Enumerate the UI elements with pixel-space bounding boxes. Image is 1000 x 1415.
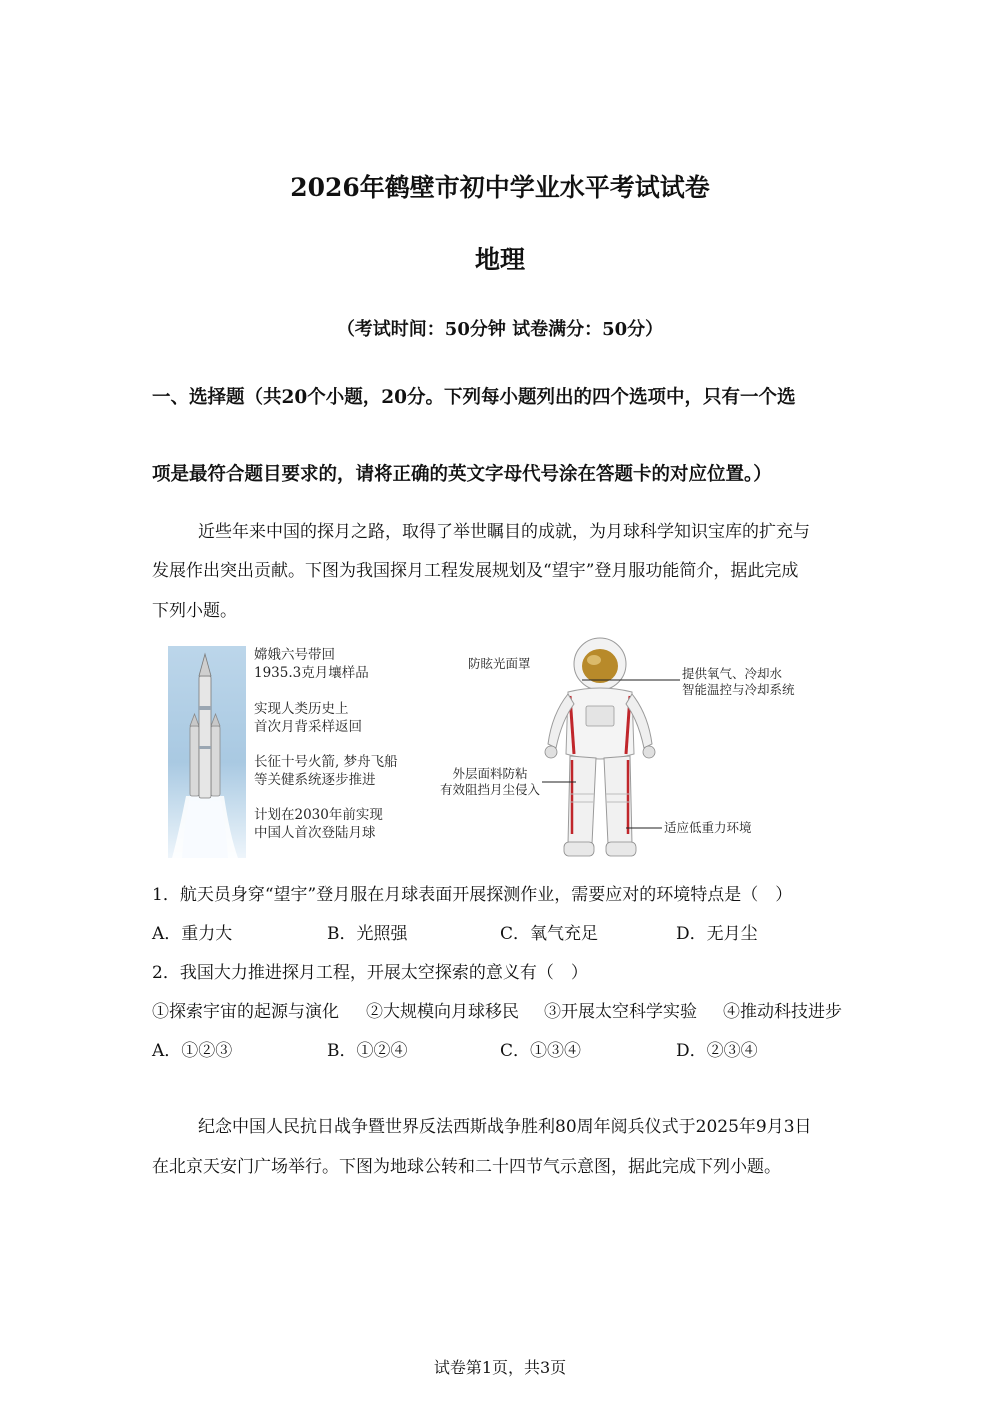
page-footer: 试卷第1页，共3页 [433,1358,567,1377]
rocket-text-3a: 长征十号火箭, 梦舟飞船 [254,754,398,770]
section-heading-line2: 项是最符合题目要求的，请将正确的英文字母代号涂在答题卡的对应位置。） [152,464,772,485]
question-1-stem: 1．航天员身穿“望宇”登月服在月球表面开展探测作业，需要应对的环境特点是（ ） [152,885,793,905]
passage1-line2: 发展作出突出贡献。下图为我国探月工程发展规划及“望宇”登月服功能简介，据此完成 [152,561,799,581]
passage2-line1: 纪念中国人民抗日战争暨世界反法西斯战争胜利80周年阅兵仪式于2025年9月3日 [198,1117,812,1137]
spacesuit-figure [430,634,810,860]
rocket-icon [168,646,246,858]
question-1-option-a[interactable]: A．重力大 [152,924,233,944]
label-oxygen-line2: 智能温控与冷却系统 [682,682,795,697]
question-2-statement-3: ③开展太空科学实验 [544,1002,697,1022]
question-2-statement-2: ②大规模向月球移民 [366,1002,519,1022]
section-heading-line1: 一、选择题（共20个小题，20分。下列每小题列出的四个选项中，只有一个选 [152,387,796,408]
question-2-option-c[interactable]: C．①③④ [500,1041,582,1061]
subject-title: 地理 [474,245,525,274]
exam-info: （考试时间：50分钟 试卷满分：50分） [336,319,664,340]
passage2-line2: 在北京天安门广场举行。下图为地球公转和二十四节气示意图，据此完成下列小题。 [152,1157,781,1177]
lunar-program-figure [168,646,416,858]
label-visor: 防眩光面罩 [468,656,531,671]
question-2-option-d[interactable]: D．②③④ [676,1041,758,1061]
rocket-text-2b: 首次月背采样返回 [254,719,362,735]
passage1-line1: 近些年来中国的探月之路，取得了举世瞩目的成就，为月球科学知识宝库的扩充与 [198,522,810,542]
rocket-text-1b: 1935.3克月壤样品 [254,665,369,681]
exam-title: 2026年鹤壁市初中学业水平考试试卷 [290,173,710,202]
question-2-statement-1: ①探索宇宙的起源与演化 [152,1002,339,1022]
question-2-option-a[interactable]: A．①②③ [152,1041,233,1061]
label-fabric-line2: 有效阻挡月尘侵入 [440,782,541,797]
question-1-option-b[interactable]: B．光照强 [327,924,408,944]
rocket-text-1a: 嫦娥六号带回 [254,647,335,663]
question-2-option-b[interactable]: B．①②④ [327,1041,408,1061]
rocket-text-4a: 计划在2030年前实现 [254,807,383,823]
label-fabric-line1: 外层面料防粘 [452,766,528,781]
question-2-statement-4: ④推动科技进步 [723,1002,842,1022]
rocket-text-4b: 中国人首次登陆月球 [254,825,376,841]
label-oxygen-line1: 提供氧气、冷却水 [682,666,783,681]
question-2-stem: 2．我国大力推进探月工程，开展太空探索的意义有（ ） [152,963,588,983]
question-1-option-c[interactable]: C．氧气充足 [500,924,599,944]
passage1-line3: 下列小题。 [152,601,237,621]
rocket-text-2a: 实现人类历史上 [254,701,349,717]
label-gravity: 适应低重力环境 [664,820,752,835]
rocket-text-3b: 等关健系统逐步推进 [254,772,376,788]
question-1-option-d[interactable]: D．无月尘 [676,924,758,944]
